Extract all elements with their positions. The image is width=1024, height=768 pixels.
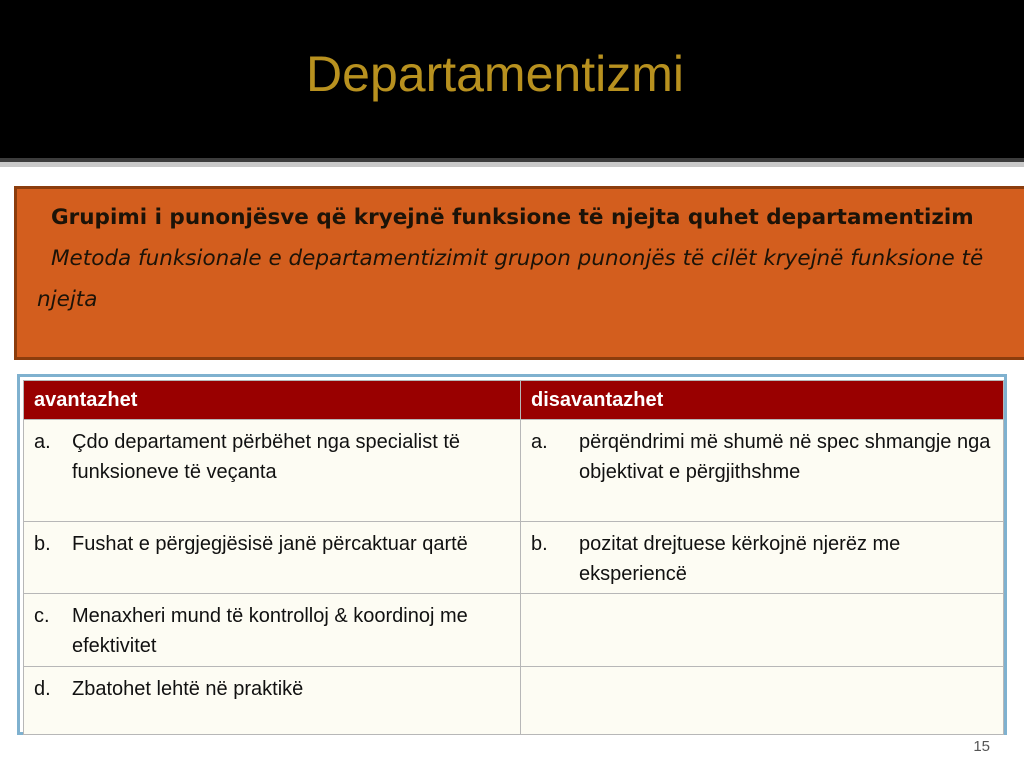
item-marker: b.: [531, 533, 548, 555]
item-text: pozitat drejtuese kërkojnë njerëz me eksperiencë: [579, 533, 901, 585]
advantage-cell: [24, 594, 521, 667]
slide-title: Departamentizmi: [306, 46, 684, 102]
item-marker: a.: [34, 431, 51, 453]
table-row: [24, 594, 1004, 667]
slide-header: [0, 0, 1024, 158]
advantage-cell: [24, 667, 521, 735]
list-item: [34, 674, 514, 704]
item-text: përqëndrimi më shumë në spec shmangje nga objektivat e përgjithshme: [579, 431, 991, 483]
item-text: Çdo departament përbëhet nga specialist të funksioneve të veçanta: [72, 431, 461, 483]
list-item: [531, 427, 997, 487]
header-disadvantages: disavantazhet: [521, 381, 1004, 420]
table-header-row: [24, 381, 1004, 420]
header-advantages: avantazhet: [24, 381, 521, 420]
disadvantage-cell: [521, 594, 1004, 667]
disadvantage-cell: [521, 522, 1004, 594]
table-row: [24, 522, 1004, 594]
list-item: [34, 529, 514, 559]
header-divider-light: [0, 162, 1024, 167]
table-row: [24, 667, 1004, 735]
list-item: [34, 427, 514, 487]
item-marker: b.: [34, 533, 51, 555]
advantage-cell: [24, 522, 521, 594]
disadvantage-cell: [521, 420, 1004, 522]
list-item: [531, 529, 997, 589]
comparison-table: [23, 380, 1004, 735]
comparison-table-frame: [17, 374, 1007, 735]
item-text: Zbatohet lehtë në praktikë: [72, 678, 304, 700]
advantage-cell: [24, 420, 521, 522]
table-row: [24, 420, 1004, 522]
slide-number: 15: [973, 738, 990, 755]
definition-box: [14, 186, 1024, 360]
item-text: Menaxheri mund të kontrolloj & koordinoj me efektivitet: [72, 605, 468, 657]
list-item: [34, 601, 514, 661]
definition-bold-text: Grupimi i punonjësve që kryejnë funksione të njejta quhet departamentizim: [51, 205, 974, 230]
item-marker: d.: [34, 678, 51, 700]
item-text: Fushat e përgjegjësisë janë përcaktuar qartë: [72, 533, 468, 555]
disadvantage-cell: [521, 667, 1004, 735]
item-marker: c.: [34, 605, 50, 627]
item-marker: a.: [531, 431, 548, 453]
definition-italic-text: Metoda funksionale e departamentizimit grupon punonjës të cilët kryejnë funksione të njejta: [37, 246, 984, 312]
